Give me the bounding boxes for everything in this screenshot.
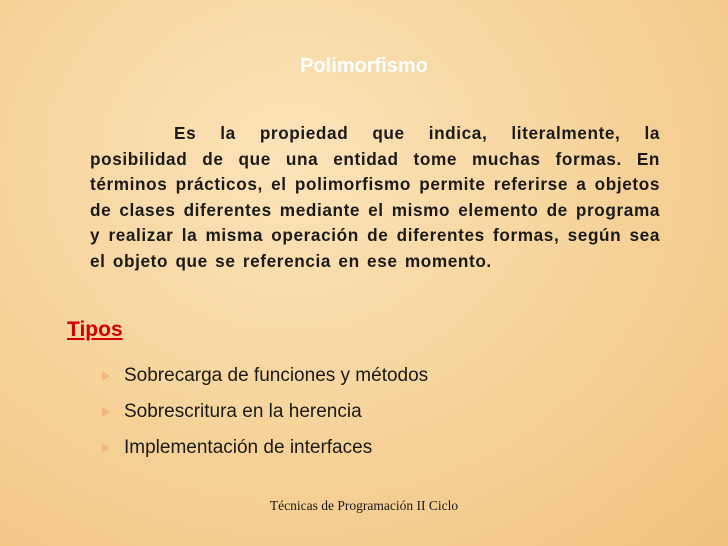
section-heading: Tipos xyxy=(67,318,123,341)
bullet-text: Sobrescritura en la herencia xyxy=(124,401,362,422)
slide-title: Polimorfismo xyxy=(300,55,428,77)
bullet-text: Implementación de interfaces xyxy=(124,437,373,458)
bullet-item xyxy=(102,430,428,466)
bullet-item xyxy=(102,358,428,394)
definition-paragraph: Es la propiedad que indica, literalmente, la posibilidad de que una entidad tome muchas formas. En términos prácticos, el polimorfismo permite referirse a objetos de clases diferentes mediante el mismo elemento de programa y realizar la misma operación de diferentes formas, según sea el objeto que se referencia en ese momento. xyxy=(90,123,660,271)
triangle-bullet-icon xyxy=(102,371,110,381)
bullet-text: Sobrecarga de funciones y métodos xyxy=(124,365,429,386)
bullet-list xyxy=(102,358,428,466)
bullet-item xyxy=(102,394,428,430)
triangle-bullet-icon xyxy=(102,407,110,417)
slide-footer: Técnicas de Programación II Ciclo xyxy=(269,498,459,513)
triangle-bullet-icon xyxy=(102,443,110,453)
